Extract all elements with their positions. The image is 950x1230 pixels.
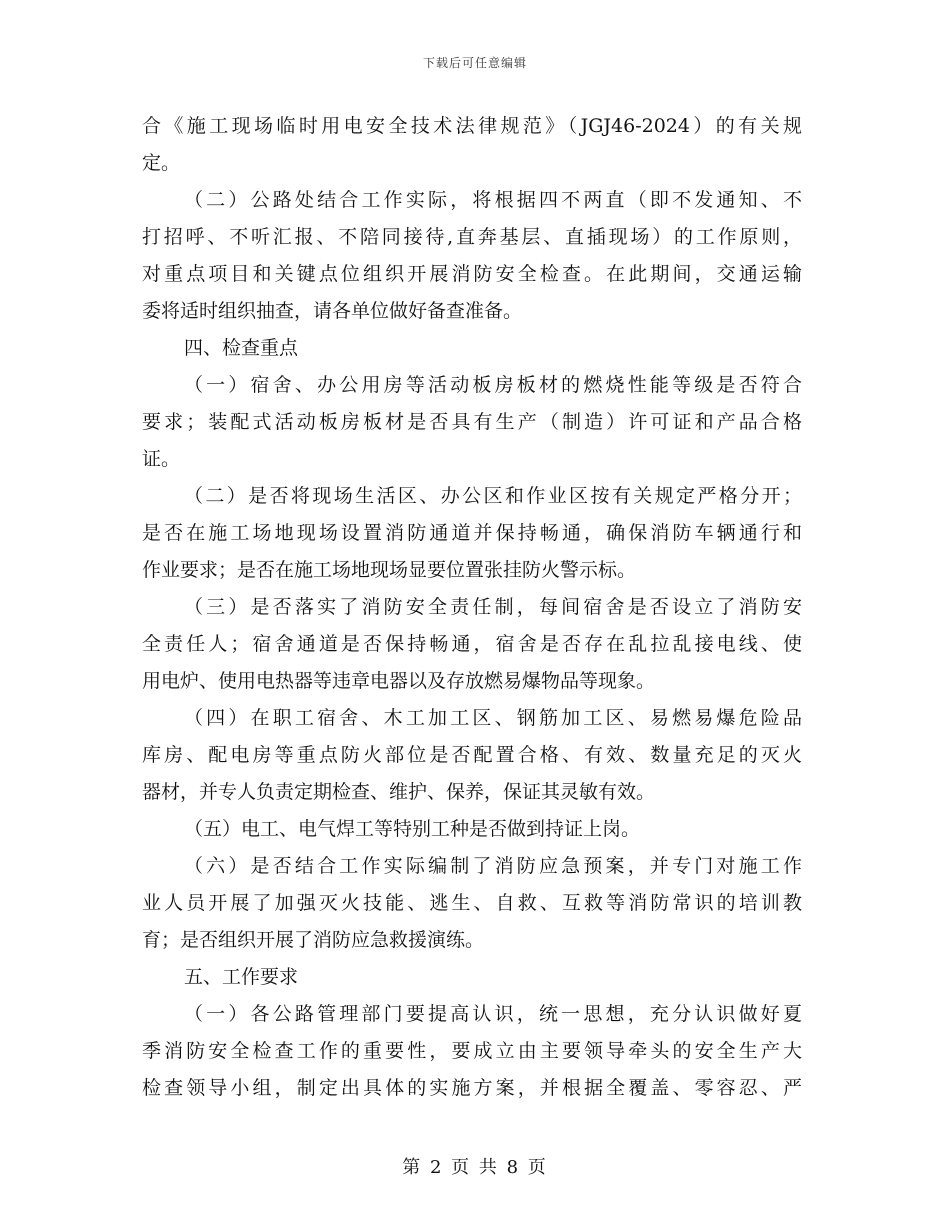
text-line: 库房、配电房等重点防火部位是否配置合格、有效、数量充足的灭火 — [142, 744, 802, 766]
text-line: （五）电工、电气焊工等特别工种是否做到持证上岗。 — [184, 818, 641, 840]
text-line: 四、检查重点 — [184, 337, 299, 359]
text-line: （一）宿舍、办公用房等活动板房板材的燃烧性能等级是否符合 — [184, 374, 802, 396]
text-line: 委将适时组织抽查，请各单位做好备查准备。 — [142, 300, 523, 322]
text-line: 器材，并专人负责定期检查、维护、保养，保证其灵敏有效。 — [142, 781, 656, 803]
text-line: 打招呼、不听汇报、不陪同接待,直奔基层、直插现场）的工作原则， — [142, 226, 802, 248]
text-line: （二）公路处结合工作实际，将根据四不两直（即不发通知、不 — [184, 189, 802, 211]
text-line: （二）是否将现场生活区、办公区和作业区按有关规定严格分开； — [184, 485, 802, 507]
text-line: 是否在施工场地现场设置消防通道并保持畅通，确保消防车辆通行和 — [142, 522, 802, 544]
text-line: 证。 — [142, 448, 181, 470]
document-body — [142, 108, 802, 1107]
page-number: 第 2 页 共 8 页 — [402, 1157, 548, 1178]
text-line: （六）是否结合工作实际编制了消防应急预案，并专门对施工作 — [184, 855, 802, 877]
text-line: 全责任人；宿舍通道是否保持畅通，宿舍是否存在乱拉乱接电线、使 — [142, 633, 802, 655]
text-line: 季消防安全检查工作的重要性，要成立由主要领导牵头的安全生产大 — [142, 1040, 802, 1062]
text-line: （一）各公路管理部门要提高认识，统一思想，充分认识做好夏 — [184, 1003, 802, 1025]
text-line: 用电炉、使用电热器等违章电器以及存放燃易爆物品等现象。 — [142, 670, 656, 692]
text-line: 定。 — [142, 152, 181, 174]
text-line: 要求；装配式活动板房板材是否具有生产（制造）许可证和产品合格 — [142, 411, 802, 433]
text-line: 对重点项目和关键点位组织开展消防安全检查。在此期间，交通运输 — [142, 263, 802, 285]
text-line: 业人员开展了加强灭火技能、逃生、自救、互救等消防常识的培训教 — [142, 892, 802, 914]
text-line: 作业要求；是否在施工场地现场显要位置张挂防火警示标。 — [142, 559, 637, 581]
text-line: （三）是否落实了消防安全责任制，每间宿舍是否设立了消防安 — [184, 596, 802, 618]
text-line: 检查领导小组，制定出具体的实施方案，并根据全覆盖、零容忍、严 — [142, 1077, 802, 1099]
page-header-note: 下载后可任意编辑 — [422, 56, 527, 70]
text-line: （四）在职工宿舍、木工加工区、钢筋加工区、易燃易爆危险品 — [184, 707, 802, 729]
text-line: 五、工作要求 — [184, 966, 299, 988]
text-line: 育；是否组织开展了消防应急救援演练。 — [142, 929, 485, 951]
text-line: 合《施工现场临时用电安全技术法律规范》（JGJ46-2024）的有关规 — [142, 115, 802, 137]
